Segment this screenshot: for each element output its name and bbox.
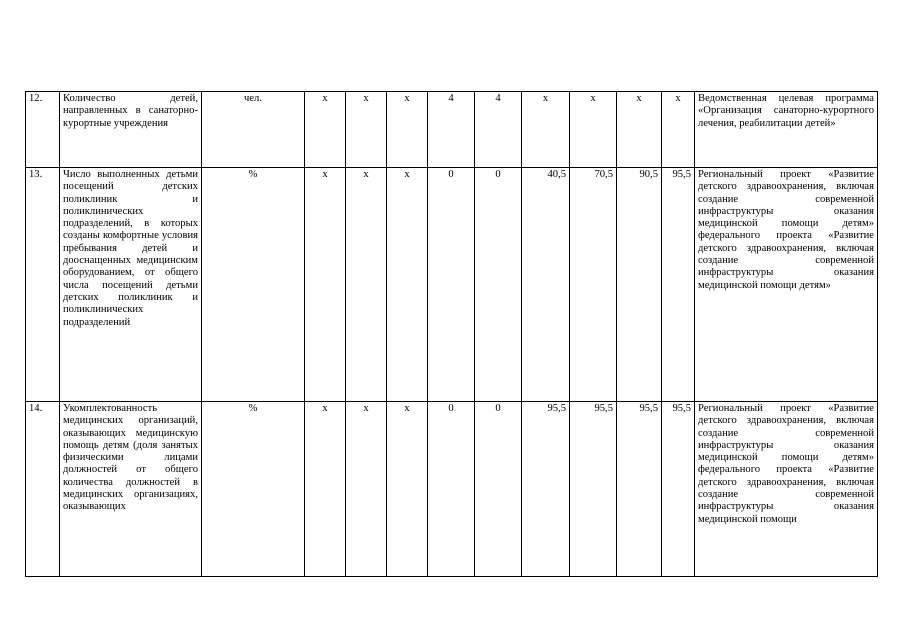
source-cell: Региональный проект «Развитие детского здравоохранения, включая создание современной инфраструктуры оказания медицинской помощи детям» федерального проекта «Развитие детского здравоохранения, включая создание современной инфраструктуры оказания медицинской помощи [698, 403, 874, 525]
value-cell: 0 [428, 402, 475, 577]
value-cell: 4 [475, 92, 522, 168]
value-cell: x [617, 92, 662, 168]
row-number: 12. [26, 92, 60, 168]
indicator-name: Количество детей, направленных в санаторно-курортные учреждения [60, 92, 202, 168]
table-row [26, 168, 878, 402]
value-cell: x [305, 402, 346, 577]
unit-cell: % [202, 402, 305, 577]
unit-cell: % [202, 168, 305, 402]
indicator-name: Укомплектованность медицинских организаций, оказывающих медицинскую помощь детям (доля занятых физическими лицами должностей от общего количества должностей в медицинских организациях, оказывающих [63, 403, 198, 513]
value-cell: 95,5 [522, 402, 570, 577]
indicators-table [25, 91, 878, 577]
value-cell: x [387, 92, 428, 168]
table-row [26, 402, 878, 577]
value-cell: x [662, 92, 695, 168]
value-cell: x [570, 92, 617, 168]
value-cell: 40,5 [522, 168, 570, 402]
unit-cell: чел. [202, 92, 305, 168]
source-cell: Региональный проект «Развитие детского здравоохранения, включая создание современной инфраструктуры оказания медицинской помощи детям» федерального проекта «Развитие детского здравоохранения, включая создание современной инфраструктуры оказания медицинской помощи детям» [695, 168, 878, 402]
value-cell: 95,5 [662, 168, 695, 402]
indicator-name: Число выполненных детьми посещений детских поликлиник и поликлинических подразделений, в которых созданы комфортные условия пребывания детей и дооснащенных медицинским оборудованием, от общего числа посещений детьми детских поликлиник и поликлинических подразделений [60, 168, 202, 402]
value-cell: x [522, 92, 570, 168]
value-cell: x [346, 402, 387, 577]
value-cell: x [305, 92, 346, 168]
value-cell: x [305, 168, 346, 402]
row-number: 14. [26, 402, 60, 577]
value-cell: 95,5 [662, 402, 695, 577]
value-cell: 70,5 [570, 168, 617, 402]
value-cell: 0 [428, 168, 475, 402]
value-cell: 0 [475, 402, 522, 577]
source-cell: Ведомственная целевая программа «Организация санаторно-курортного лечения, реабилитации детей» [695, 92, 878, 168]
value-cell: x [346, 168, 387, 402]
value-cell: x [387, 168, 428, 402]
value-cell: x [387, 402, 428, 577]
value-cell: 95,5 [570, 402, 617, 577]
table-row [26, 92, 878, 168]
value-cell: x [346, 92, 387, 168]
value-cell: 4 [428, 92, 475, 168]
value-cell: 0 [475, 168, 522, 402]
value-cell: 90,5 [617, 168, 662, 402]
row-number: 13. [26, 168, 60, 402]
value-cell: 95,5 [617, 402, 662, 577]
